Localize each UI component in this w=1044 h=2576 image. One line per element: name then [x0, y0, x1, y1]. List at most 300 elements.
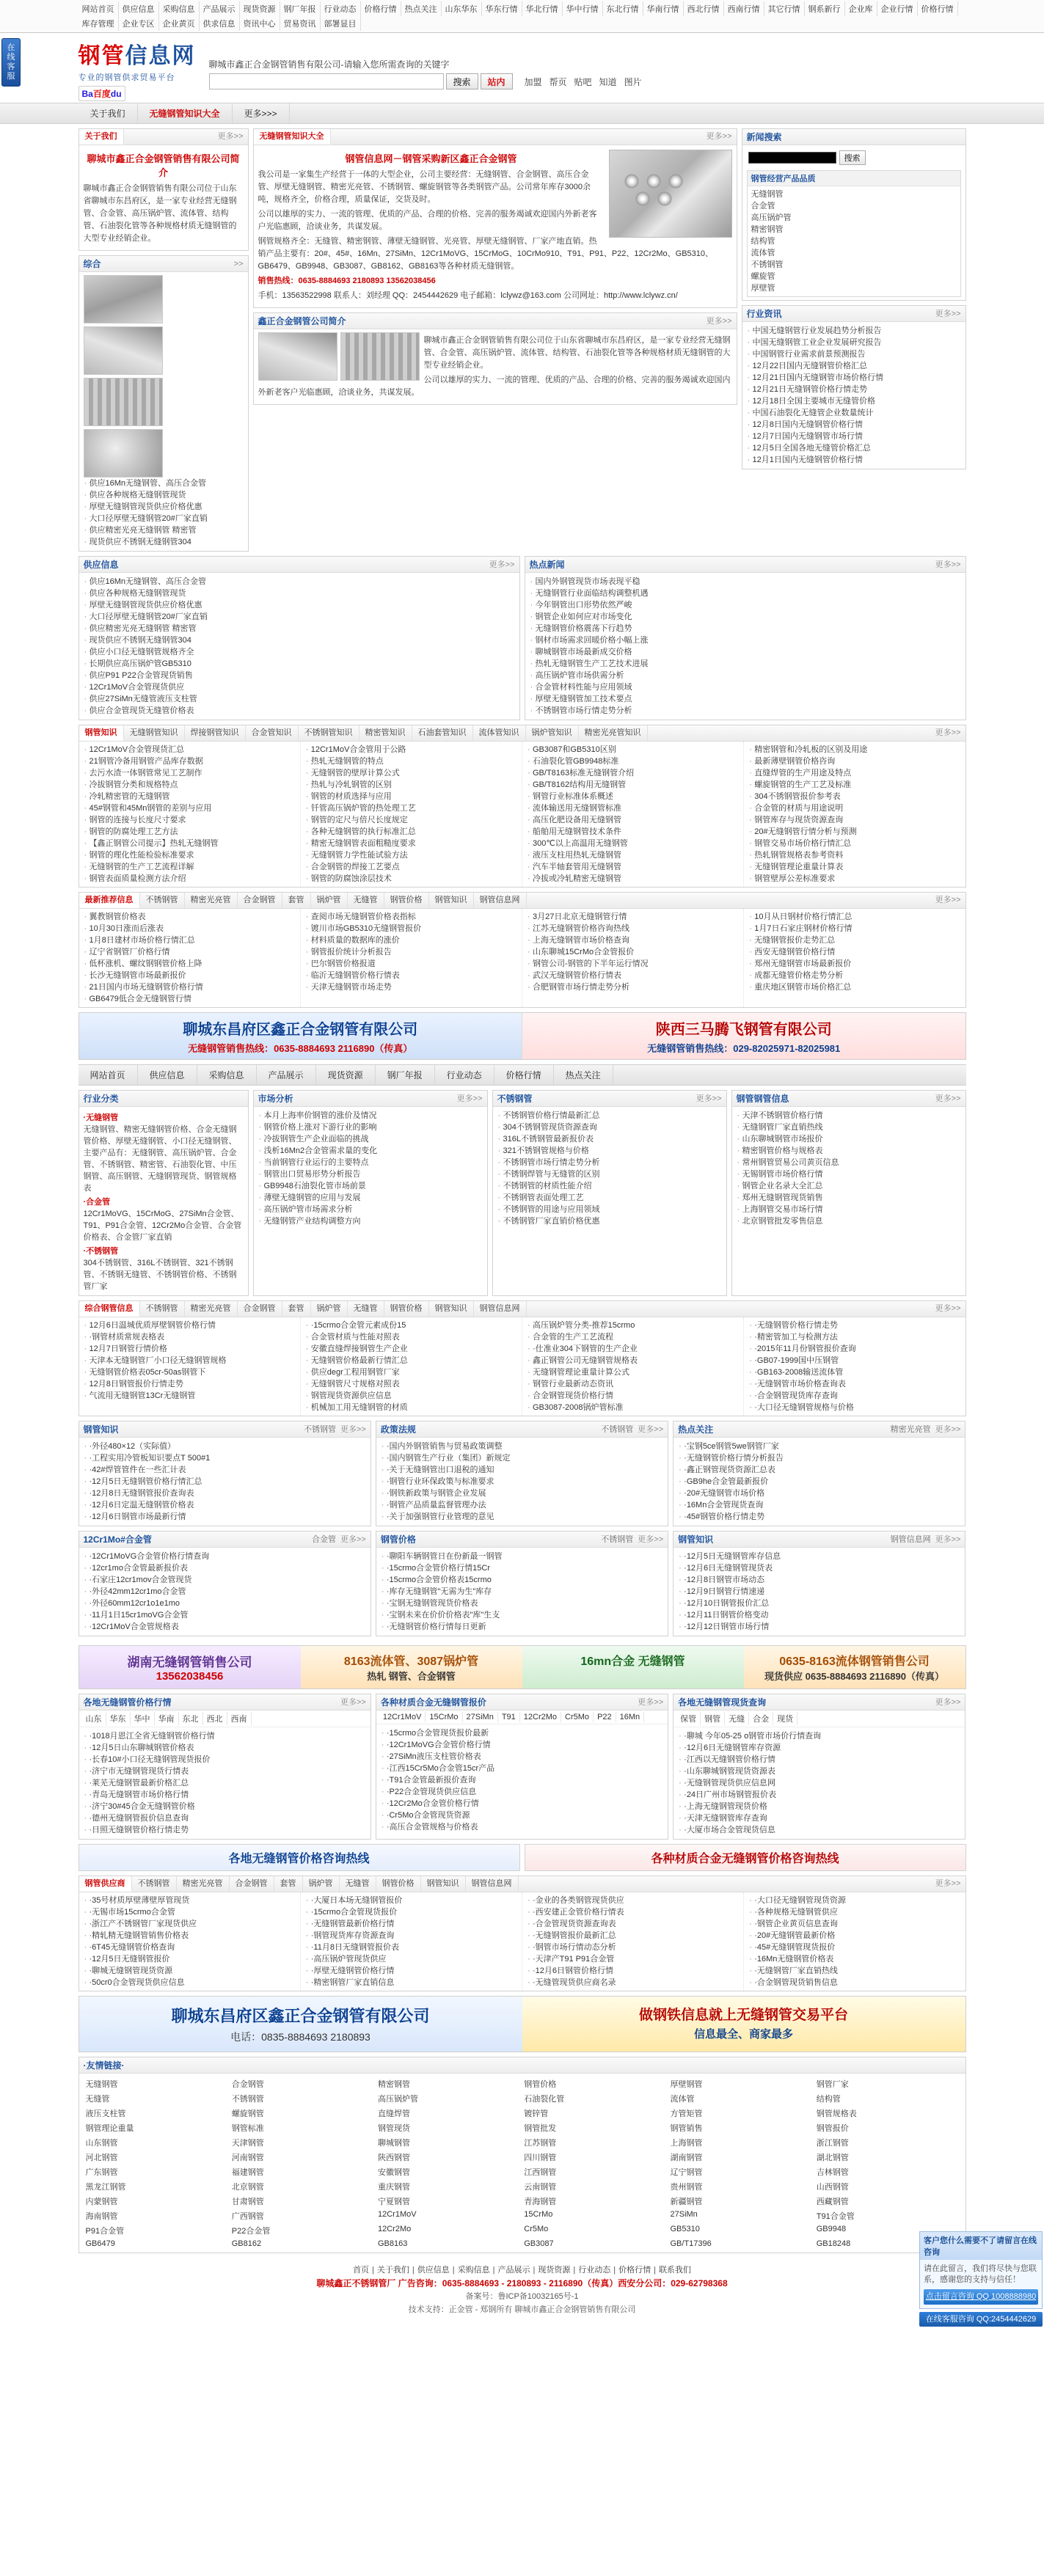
list-item-link[interactable]: 聊城钢管市场最新成交价格: [535, 648, 632, 656]
list-item-link[interactable]: ·12月10日钢管报价汇总: [684, 1599, 770, 1608]
list-item[interactable]: [305, 1320, 517, 1331]
list-item[interactable]: [305, 1930, 517, 1942]
list-item[interactable]: [527, 1378, 739, 1390]
list-item[interactable]: [527, 923, 739, 934]
baidu-badge[interactable]: Ba百度du: [79, 86, 125, 101]
list-item-link[interactable]: 西安无缝钢管价格行情: [754, 948, 836, 956]
hot-news-item[interactable]: [530, 646, 961, 658]
region-filter-item[interactable]: P22: [594, 1712, 616, 1722]
region-list-item[interactable]: [678, 1801, 960, 1812]
list-item-link[interactable]: 12Cr1MoV合金管现货供应: [89, 683, 185, 692]
list-item[interactable]: [305, 1378, 517, 1390]
tab-9[interactable]: 钢管信息网: [466, 1876, 519, 1892]
list-item-link[interactable]: 翼教钢管价格表: [89, 912, 146, 921]
list-item-link[interactable]: ·无缝钢管现货供应信息网: [684, 1779, 775, 1788]
region-list-item[interactable]: [381, 1763, 663, 1774]
tab-8[interactable]: 钢管知识: [429, 893, 474, 908]
list-item-link[interactable]: 钢管报价统计分析报告: [310, 948, 392, 956]
friend-link[interactable]: 天津钢管: [231, 2139, 264, 2148]
list-item[interactable]: [84, 767, 296, 779]
market-item[interactable]: [258, 1204, 483, 1215]
list-item-link[interactable]: 不锈钢管价格行情最新汇总: [503, 1111, 600, 1120]
product-category-item[interactable]: 厚壁管: [751, 284, 775, 293]
list-item[interactable]: [84, 802, 296, 814]
top-nav-item[interactable]: 华南行情: [643, 1, 684, 16]
stainless-item[interactable]: [497, 1110, 722, 1121]
info-list-item[interactable]: [84, 1476, 366, 1488]
stainless-item[interactable]: [497, 1145, 722, 1157]
list-item-link[interactable]: 武汉无缝钢管价格行情表: [533, 971, 621, 980]
top-nav-item[interactable]: 钢厂年报: [280, 1, 321, 16]
list-item-link[interactable]: 12月7日国内无缝钢管市场行情: [752, 432, 863, 441]
gallery-thumb[interactable]: [84, 275, 163, 323]
list-item-link[interactable]: ·15crmo合金管现货报价最新: [386, 1729, 489, 1738]
stainless-item[interactable]: [497, 1192, 722, 1204]
list-item-link[interactable]: ·无缝钢管最新价格行情: [310, 1920, 395, 1928]
list-item[interactable]: [748, 814, 960, 826]
list-item-link[interactable]: ·大厦日本场无缝钢管报价: [310, 1896, 403, 1905]
list-item-link[interactable]: ·15crmo合金管价格表15crmo: [386, 1576, 492, 1584]
friend-link[interactable]: 吉林钢管: [816, 2168, 849, 2177]
list-item-link[interactable]: 低杯涨机、螺纹钢钢管价格上降: [89, 959, 202, 968]
info-panel-side-label[interactable]: 合金管: [311, 1534, 336, 1544]
list-item-link[interactable]: ·各种规格无缝钢管供应: [754, 1908, 838, 1917]
list-item-link[interactable]: 合金管的材质与用途说明: [754, 804, 844, 813]
list-item[interactable]: [527, 849, 739, 861]
friend-link[interactable]: 钢管报价: [816, 2124, 849, 2133]
list-item-link[interactable]: ·济宁30#45合金无缝钢管价格: [89, 1802, 195, 1811]
secondary-nav-item[interactable]: 热点关注: [554, 1065, 613, 1085]
ad2-hunan[interactable]: [79, 1646, 301, 1688]
list-item[interactable]: [527, 1895, 739, 1906]
list-item-link[interactable]: 现货供应不锈钢无缝钢管304: [89, 538, 191, 546]
info-list-item[interactable]: [84, 1511, 366, 1523]
supply-item[interactable]: [84, 670, 515, 681]
list-item[interactable]: [527, 1906, 739, 1918]
top-nav-item[interactable]: 东北行情: [603, 1, 643, 16]
footer-nav-item[interactable]: 联系我们: [658, 2266, 691, 2275]
list-item-link[interactable]: 现货供应不锈钢无缝钢管304: [89, 636, 191, 645]
list-item[interactable]: [748, 1918, 960, 1930]
tab-more-link[interactable]: 更多>>: [935, 728, 961, 737]
list-item-link[interactable]: ·精轧精无缝钢管销售价格表: [89, 1931, 189, 1940]
list-item[interactable]: [527, 946, 739, 958]
list-item-link[interactable]: 不锈钢管市场行情走势分析: [535, 706, 632, 715]
friend-link[interactable]: 钢管规格表: [816, 2110, 857, 2118]
hot-news-item[interactable]: [530, 611, 961, 623]
list-item-link[interactable]: ·聊城无缝钢管现货资源: [89, 1966, 173, 1975]
info-list-item[interactable]: [678, 1551, 960, 1562]
list-item[interactable]: [305, 1343, 517, 1355]
list-item[interactable]: [305, 1953, 517, 1965]
region-list-item[interactable]: [84, 1789, 366, 1801]
region-list-item[interactable]: [84, 1824, 366, 1836]
list-item-link[interactable]: 10月30日涨而后涨表: [89, 924, 164, 933]
friend-link[interactable]: 西藏钢管: [816, 2198, 849, 2206]
list-item-link[interactable]: 郑州无缝钢管现货销售: [742, 1193, 823, 1202]
list-item[interactable]: [84, 1930, 296, 1942]
list-item-link[interactable]: ·钢管行业环保政策与标准要求: [386, 1477, 494, 1486]
top-nav-item[interactable]: 华北行情: [522, 1, 563, 16]
info-panel-side-label[interactable]: 钢管信息网: [890, 1534, 931, 1544]
list-item[interactable]: [84, 993, 296, 1005]
tab-pipe-knowledge[interactable]: 无缝钢管知识大全: [254, 129, 331, 144]
info-panel-side-label[interactable]: 不锈钢管: [303, 1424, 336, 1434]
list-item[interactable]: [84, 1390, 296, 1402]
list-item-link[interactable]: 钢管行业标准体系概述: [533, 792, 613, 801]
list-item-link[interactable]: ·无缝钢管市场价格查询表: [754, 1380, 846, 1388]
list-item-link[interactable]: 冷轧精密管的无缝钢管: [89, 792, 170, 801]
list-item-link[interactable]: ·精密钢管厂家直销信息: [310, 1978, 395, 1987]
list-item[interactable]: [305, 838, 517, 849]
ad-banner-2[interactable]: [79, 1645, 966, 1689]
list-item-link[interactable]: 辽宁省钢管厂价格行情: [89, 948, 170, 956]
header-link[interactable]: 帮页: [549, 76, 567, 87]
tab-5[interactable]: 锅炉管: [311, 893, 348, 908]
supply-item[interactable]: [84, 646, 515, 658]
product-category-item[interactable]: 无缝钢管: [751, 190, 784, 199]
list-item-link[interactable]: 合金钢管现货价格行情: [533, 1391, 613, 1400]
info-list-item[interactable]: [678, 1499, 960, 1511]
friend-link[interactable]: GB3087: [524, 2239, 554, 2248]
market-item[interactable]: [258, 1121, 483, 1133]
list-item-link[interactable]: ·无锡市场15crmo合金管: [89, 1908, 175, 1917]
info-list-item[interactable]: [381, 1574, 663, 1586]
tab-3[interactable]: 合金管知识: [246, 725, 299, 741]
list-item-link[interactable]: 流体输送用无缝钢管标准: [533, 804, 621, 813]
tab-4[interactable]: 套管: [282, 893, 311, 908]
tab-0[interactable]: 综合钢管信息: [79, 1301, 140, 1317]
region-list-item[interactable]: [84, 1730, 366, 1742]
list-item-link[interactable]: ·宝钢5ce钢管5we钢管厂家: [684, 1442, 779, 1451]
list-item-link[interactable]: ·GB9he合金管最新报价: [684, 1477, 769, 1486]
friend-link[interactable]: 湖北钢管: [816, 2154, 849, 2162]
list-item[interactable]: [748, 826, 960, 838]
top-nav-item[interactable]: 价格行情: [361, 1, 401, 16]
stainless-item[interactable]: [497, 1180, 722, 1192]
info-list-item[interactable]: [381, 1598, 663, 1609]
secondary-nav-item[interactable]: 供应信息: [138, 1065, 197, 1085]
ad-banner-3[interactable]: [79, 1996, 966, 2052]
list-item-link[interactable]: 钢管的连接与长度尺寸要求: [89, 816, 186, 824]
list-item[interactable]: [527, 970, 739, 981]
market-item[interactable]: [258, 1168, 483, 1180]
category-heading[interactable]: ·无缝钢管: [83, 1113, 119, 1122]
list-item[interactable]: [305, 1977, 517, 1988]
info-list-item[interactable]: [678, 1562, 960, 1574]
list-item-link[interactable]: 镀川市场GB5310无缝钢管报价: [310, 924, 422, 933]
list-item[interactable]: [527, 934, 739, 946]
list-item-link[interactable]: 热轧无缝钢管生产工艺技术进展: [535, 659, 649, 668]
consult-floater-cta[interactable]: 点击留言咨询 QQ 1008888980: [924, 2289, 1038, 2305]
list-item[interactable]: [527, 911, 739, 923]
about-more-link[interactable]: 更多>>: [217, 132, 244, 141]
list-item[interactable]: [527, 1930, 739, 1942]
list-item-link[interactable]: ·江西15Cr5Mo合金管15cr产品: [386, 1764, 495, 1773]
list-item-link[interactable]: 钢管的理化性能检验标准要求: [89, 851, 194, 860]
list-item-link[interactable]: 12月18日全国主要城市无缝管价格: [752, 397, 875, 406]
list-item-link[interactable]: 12月7日钢管行情价格: [89, 1344, 167, 1353]
list-item[interactable]: [527, 1942, 739, 1953]
list-item-link[interactable]: 无锡钢管市场价格行情: [742, 1170, 823, 1179]
list-item[interactable]: [748, 1965, 960, 1977]
friend-link[interactable]: Cr5Mo: [524, 2225, 549, 2233]
tab-3[interactable]: 合金钢管: [230, 1876, 274, 1892]
list-item[interactable]: [84, 911, 296, 923]
supply-item[interactable]: [84, 611, 515, 623]
tab-3[interactable]: 合金钢管: [238, 1301, 282, 1317]
region-list-item[interactable]: [381, 1810, 663, 1821]
list-item[interactable]: [84, 934, 296, 946]
list-item-link[interactable]: ·27SiMn液压支柱管价格表: [386, 1752, 481, 1761]
list-item-link[interactable]: ·江西以无缝钢管价格行情: [684, 1755, 775, 1764]
list-item-link[interactable]: 山东聊城钢管市场报价: [742, 1135, 823, 1144]
list-item-link[interactable]: 合肥钢管市场行情走势分析: [533, 983, 629, 992]
friend-link[interactable]: 山西钢管: [816, 2183, 849, 2192]
region-list-item[interactable]: [381, 1727, 663, 1739]
friend-link[interactable]: 贵州钢管: [670, 2183, 703, 2192]
list-item-link[interactable]: 材料质量的数据库的涨价: [310, 936, 400, 945]
region-filter-item[interactable]: 钢管: [701, 1712, 725, 1725]
list-item[interactable]: [84, 1320, 296, 1331]
top-nav-item[interactable]: 西北行情: [684, 1, 724, 16]
main-nav-item[interactable]: 关于我们: [79, 103, 138, 123]
main-nav-item[interactable]: 更多>>>: [233, 103, 290, 123]
info-list-item[interactable]: [84, 1551, 366, 1562]
region-panel-more[interactable]: 更多>>: [935, 1697, 961, 1707]
supply-item[interactable]: [84, 693, 515, 705]
region-filter-item[interactable]: 保管: [676, 1712, 701, 1725]
secondary-nav-item[interactable]: 采购信息: [197, 1065, 257, 1085]
list-item-link[interactable]: ·12月5日无缝钢管报价: [89, 1955, 170, 1964]
list-item[interactable]: [305, 923, 517, 934]
list-item[interactable]: [748, 1355, 960, 1366]
product-category-item[interactable]: 精密钢管: [751, 225, 784, 234]
list-item-link[interactable]: ·T91合金管最新报价查询: [386, 1776, 476, 1785]
list-item[interactable]: [527, 1402, 739, 1413]
tab-more-link[interactable]: 更多>>: [935, 1879, 961, 1888]
product-category-item[interactable]: 不锈钢管: [751, 260, 784, 269]
knowledge-article-more[interactable]: 更多>>: [706, 132, 732, 141]
list-item-link[interactable]: 12月21日国内无缝钢管市场价格行情: [752, 373, 883, 382]
list-item-link[interactable]: 螺旋钢管的生产工艺及标准: [754, 780, 852, 789]
region-list-item[interactable]: [678, 1824, 960, 1836]
list-item-link[interactable]: GB3087和GB5310区别: [533, 745, 616, 754]
list-item[interactable]: [748, 1390, 960, 1402]
list-item-link[interactable]: ·12月11日钢管价格变动: [684, 1611, 769, 1620]
friend-link[interactable]: 液压支柱管: [85, 2110, 126, 2118]
gallery-link-item[interactable]: [84, 524, 244, 536]
friend-link[interactable]: GB6479: [85, 2239, 115, 2248]
list-item-link[interactable]: 热轧与冷轧钢管的区别: [310, 780, 392, 789]
list-item-link[interactable]: 钢管企业如何应对市场变化: [535, 612, 632, 621]
list-item[interactable]: [748, 1331, 960, 1343]
list-item-link[interactable]: 钢管行业最新动态资讯: [533, 1380, 613, 1388]
list-item-link[interactable]: ·天津无缝钢管库存查询: [684, 1814, 767, 1823]
top-nav-item[interactable]: 部署显目: [321, 16, 361, 31]
stainless-item[interactable]: [497, 1168, 722, 1180]
info-list-item[interactable]: [678, 1441, 960, 1452]
list-item[interactable]: [84, 1343, 296, 1355]
friend-link[interactable]: 山东钢管: [85, 2139, 118, 2148]
list-item-link[interactable]: ·GB163-2008输送流体管: [754, 1368, 844, 1377]
list-item[interactable]: [305, 744, 517, 755]
list-item[interactable]: [527, 958, 739, 970]
list-item-link[interactable]: 304不锈钢管现货资源查询: [503, 1123, 597, 1132]
region-list-item[interactable]: [381, 1821, 663, 1833]
list-item-link[interactable]: 热轧钢管规格表参考资料: [754, 851, 844, 860]
list-item-link[interactable]: 山东聊城15CrMo合金管报价: [533, 948, 635, 956]
list-item-link[interactable]: 12月21日无缝钢管价格行情走势: [752, 385, 867, 394]
list-item-link[interactable]: ·12月5日无缝钢管库存信息: [684, 1552, 781, 1561]
list-item-link[interactable]: ·无缝钢管价格行情走势: [754, 1321, 838, 1330]
list-item[interactable]: [748, 911, 960, 923]
list-item-link[interactable]: 12月6日温城优质厚壁钢管价格行情: [89, 1321, 216, 1330]
region-list-item[interactable]: [84, 1801, 366, 1812]
secondary-nav-item[interactable]: 价格行情: [494, 1065, 554, 1085]
top-nav-item[interactable]: 贸易资讯: [280, 16, 321, 31]
list-item[interactable]: [84, 791, 296, 802]
list-item-link[interactable]: 本月上海率价钢管的涨价及情况: [263, 1111, 377, 1120]
list-item-link[interactable]: ·12月8日无缝钢管报价查询表: [89, 1489, 194, 1498]
list-item[interactable]: [84, 923, 296, 934]
news-search-button[interactable]: 搜索: [839, 150, 866, 165]
region-filter-item[interactable]: 12Cr2Mo: [520, 1712, 561, 1722]
tab-2[interactable]: 精密光亮管: [177, 1876, 230, 1892]
list-item-link[interactable]: ·德州无缝钢管报价信息查询: [89, 1814, 189, 1823]
list-item-link[interactable]: 石油裂化管GB9948标准: [533, 757, 619, 766]
region-filter-item[interactable]: 山东: [82, 1712, 106, 1725]
region-panel-more[interactable]: 更多>>: [638, 1697, 664, 1707]
gallery-thumb[interactable]: [84, 326, 163, 375]
list-item-link[interactable]: 天津不锈钢管价格行情: [742, 1111, 823, 1120]
info-list-item[interactable]: [381, 1452, 663, 1464]
gallery-link-item[interactable]: [84, 477, 244, 489]
ad-left-xinzheng[interactable]: [79, 1013, 522, 1059]
tab-6[interactable]: 无缝管: [348, 893, 384, 908]
list-item-link[interactable]: ·12月6日钢管市场最新行情: [89, 1512, 186, 1521]
list-item-link[interactable]: 钢管表面质量检测方法介绍: [89, 874, 186, 883]
friend-link[interactable]: P22合金管: [231, 2227, 271, 2236]
list-item-link[interactable]: 气流用无缝钢管13Cr无缝钢管: [89, 1391, 196, 1400]
region-filter-item[interactable]: 东北: [179, 1712, 203, 1725]
friend-link[interactable]: GB9948: [816, 2225, 847, 2233]
list-item-link[interactable]: 21钢管冷备用钢管产品库存数据: [89, 757, 203, 766]
list-item[interactable]: [305, 791, 517, 802]
supply-item[interactable]: [84, 588, 515, 599]
list-item-link[interactable]: ·无缝钢管厂家直销热线: [754, 1966, 838, 1975]
list-item[interactable]: [305, 755, 517, 767]
tab-8[interactable]: 钢管知识: [429, 1301, 474, 1317]
hot-news-item[interactable]: [530, 693, 961, 705]
ad2-0635[interactable]: [744, 1646, 965, 1688]
list-item-link[interactable]: ·日照无缝钢管价格行情走势: [89, 1826, 189, 1834]
list-item[interactable]: [748, 779, 960, 791]
friend-link[interactable]: 精密钢管: [378, 2080, 410, 2089]
friend-link[interactable]: GB5310: [670, 2225, 700, 2233]
list-item-link[interactable]: 【鑫正钢管公司提示】热轧无缝钢管: [89, 839, 219, 848]
top-nav-item[interactable]: 企业库: [845, 1, 877, 16]
info-panel-more[interactable]: 更多>>: [935, 1534, 961, 1544]
list-item-link[interactable]: 精密钢管价格与规格表: [742, 1146, 823, 1155]
friend-link[interactable]: 无缝钢管: [85, 2080, 118, 2089]
info-panel-more[interactable]: 更多>>: [638, 1534, 664, 1544]
tab-0[interactable]: 钢管知识: [79, 725, 124, 741]
list-item-link[interactable]: ·莱芜无缝钢管最新价格汇总: [89, 1779, 189, 1788]
supply-more[interactable]: 更多>>: [489, 560, 515, 569]
friend-link[interactable]: 上海钢管: [670, 2139, 703, 2148]
tab-2[interactable]: 精密光亮管: [185, 893, 238, 908]
list-item[interactable]: [84, 873, 296, 885]
list-item-link[interactable]: 10月从日钢材价格行情汇总: [754, 912, 853, 921]
gallery-link-item[interactable]: [84, 513, 244, 524]
info-list-item[interactable]: [84, 1586, 366, 1598]
steelpipe-info-more[interactable]: 更多>>: [935, 1094, 961, 1103]
site-logo[interactable]: [79, 37, 196, 101]
list-item-link[interactable]: ·国内外钢管销售与贸易政策调整: [386, 1442, 503, 1451]
header-link[interactable]: 图片: [624, 76, 642, 87]
list-item-link[interactable]: ·高压合金管规格与价格表: [386, 1823, 478, 1832]
list-item-link[interactable]: ·工程实用冷管板知识要点T 500#1: [89, 1454, 211, 1463]
list-item-link[interactable]: 12月1日国内无缝钢管价格行情: [752, 455, 863, 464]
list-item-link[interactable]: ·16Mn合金管现货查询: [684, 1501, 764, 1510]
info-list-item[interactable]: [678, 1476, 960, 1488]
list-item[interactable]: [305, 1331, 517, 1343]
list-item[interactable]: [305, 779, 517, 791]
friend-link[interactable]: GB8163: [378, 2239, 408, 2248]
list-item-link[interactable]: ·聊城 今年05-25 o钢管市场价行情查询: [684, 1732, 822, 1741]
list-item-link[interactable]: ·42#焊管管件在一些汇计表: [89, 1466, 186, 1474]
list-item[interactable]: [527, 873, 739, 885]
region-list-item[interactable]: [84, 1812, 366, 1824]
list-item[interactable]: [527, 1366, 739, 1378]
list-item[interactable]: [748, 1378, 960, 1390]
list-item-link[interactable]: 无缝钢管行业面临结构调整机遇: [535, 589, 649, 598]
list-item[interactable]: [527, 981, 739, 993]
list-item[interactable]: [748, 873, 960, 885]
list-item-link[interactable]: ·青岛无缝钢管市场价格行情: [89, 1790, 189, 1799]
list-item-link[interactable]: 20#无缝钢管行情分析与预测: [754, 827, 857, 836]
list-item-link[interactable]: 供应27SiMn无缝管液压支柱管: [89, 695, 197, 703]
list-item-link[interactable]: ·12Cr1MoV合金管规格表: [89, 1622, 179, 1631]
list-item-link[interactable]: 当前钢管行业运行的主要特点: [263, 1158, 369, 1167]
info-list-item[interactable]: [84, 1621, 366, 1633]
list-item[interactable]: [305, 970, 517, 981]
top-nav-item[interactable]: 钢系新行: [805, 1, 845, 16]
tab-8[interactable]: 钢管知识: [421, 1876, 466, 1892]
list-item[interactable]: [527, 1355, 739, 1366]
hot-news-item[interactable]: [530, 705, 961, 717]
info-list-item[interactable]: [381, 1586, 663, 1598]
list-item-link[interactable]: ·钢管材质常规表格表: [89, 1333, 165, 1342]
list-item-link[interactable]: 钢管企业名录大全汇总: [742, 1182, 823, 1190]
info-list-item[interactable]: [84, 1488, 366, 1499]
industry-news-item[interactable]: [747, 431, 961, 442]
list-item-link[interactable]: ·12月6日无缝钢管现货表: [684, 1564, 773, 1573]
tab-5[interactable]: 精密管知识: [359, 725, 412, 741]
list-item[interactable]: [84, 826, 296, 838]
list-item-link[interactable]: 高压化肥设备用无缝钢管: [533, 816, 621, 824]
gallery-thumb[interactable]: [84, 378, 163, 426]
market-item[interactable]: [258, 1192, 483, 1204]
list-item-link[interactable]: ·Cr5Mo合金管现货资源: [386, 1811, 470, 1820]
list-item-link[interactable]: GB9948石油裂化管市场前景: [263, 1182, 366, 1190]
friend-link[interactable]: GB18248: [816, 2239, 851, 2248]
list-item[interactable]: [84, 1918, 296, 1930]
list-item-link[interactable]: 天津本无缝钢管厂小口径无缝钢管规格: [89, 1356, 227, 1365]
list-item[interactable]: [84, 946, 296, 958]
gallery-link-item[interactable]: [84, 536, 244, 548]
